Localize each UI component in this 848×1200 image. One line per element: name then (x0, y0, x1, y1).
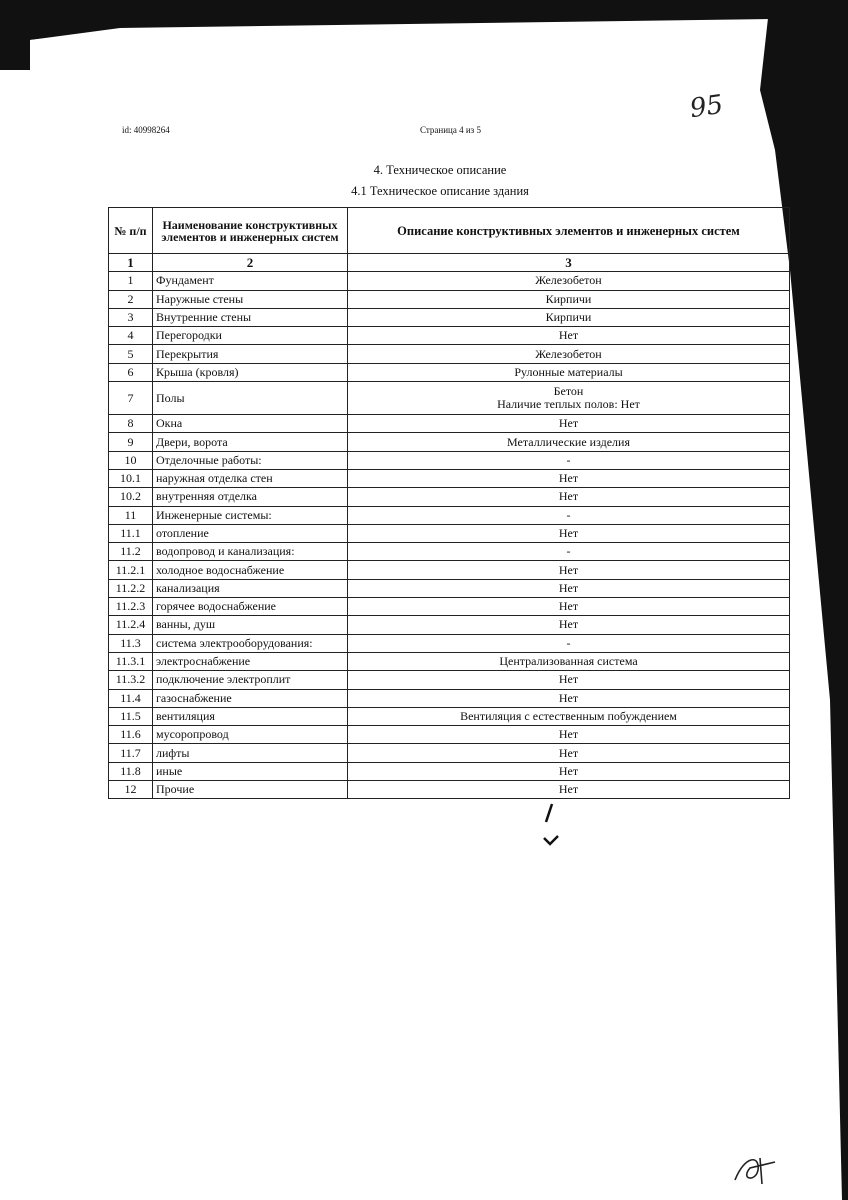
element-description: Нет (348, 616, 790, 634)
element-name: Наружные стены (153, 290, 348, 308)
row-number: 11.3.1 (109, 652, 153, 670)
table-row (109, 579, 790, 597)
row-number: 4 (109, 327, 153, 345)
element-description: Нет (348, 579, 790, 597)
row-number: 11.1 (109, 524, 153, 542)
table-row (109, 524, 790, 542)
element-description: Нет (348, 327, 790, 345)
column-header-number: № п/п (109, 208, 153, 254)
row-number: 11.2.1 (109, 561, 153, 579)
index-cell: 2 (153, 254, 348, 272)
element-name: газоснабжение (153, 689, 348, 707)
table-row (109, 689, 790, 707)
element-name: Отделочные работы: (153, 451, 348, 469)
element-description: Вентиляция с естественным побуждением (348, 707, 790, 725)
row-number: 10.2 (109, 488, 153, 506)
element-name: внутренняя отделка (153, 488, 348, 506)
element-name: Перекрытия (153, 345, 348, 363)
element-name: Окна (153, 415, 348, 433)
table-row (109, 744, 790, 762)
element-description: Нет (348, 524, 790, 542)
table-row (109, 781, 790, 799)
table-row (109, 382, 790, 415)
element-description: Железобетон (348, 345, 790, 363)
table-row (109, 433, 790, 451)
table-row (109, 707, 790, 725)
table-row (109, 506, 790, 524)
table-row (109, 561, 790, 579)
table-row (109, 469, 790, 487)
row-number: 3 (109, 308, 153, 326)
element-name: Инженерные системы: (153, 506, 348, 524)
element-description: Нет (348, 689, 790, 707)
element-name: Перегородки (153, 327, 348, 345)
row-number: 7 (109, 382, 153, 415)
page-number: Страница 4 из 5 (420, 125, 481, 135)
element-name: Прочие (153, 781, 348, 799)
description-line: Наличие теплых полов: Нет (497, 397, 640, 412)
element-description: Кирпичи (348, 308, 790, 326)
table-row (109, 308, 790, 326)
element-name: Двери, ворота (153, 433, 348, 451)
element-name: Внутренние стены (153, 308, 348, 326)
table-row (109, 726, 790, 744)
table-row (109, 272, 790, 290)
element-description: Нет (348, 469, 790, 487)
element-description: Нет (348, 762, 790, 780)
row-number: 11.7 (109, 744, 153, 762)
element-name: канализация (153, 579, 348, 597)
row-number: 11.3 (109, 634, 153, 652)
element-description: Рулонные материалы (348, 363, 790, 381)
row-number: 11.5 (109, 707, 153, 725)
element-name: горячее водоснабжение (153, 598, 348, 616)
row-number: 11.4 (109, 689, 153, 707)
element-name: холодное водоснабжение (153, 561, 348, 579)
table-header-row (109, 208, 790, 254)
element-description: - (348, 634, 790, 652)
element-name: наружная отделка стен (153, 469, 348, 487)
element-name: Полы (153, 382, 348, 415)
table-row (109, 327, 790, 345)
element-name: мусоропровод (153, 726, 348, 744)
table-row (109, 345, 790, 363)
table-row (109, 762, 790, 780)
index-cell: 3 (348, 254, 790, 272)
element-name: Крыша (кровля) (153, 363, 348, 381)
element-description: - (348, 543, 790, 561)
row-number: 11 (109, 506, 153, 524)
column-header-description: Описание конструктивных элементов и инженерных систем (348, 208, 790, 254)
row-number: 11.2 (109, 543, 153, 561)
element-name: подключение электроплит (153, 671, 348, 689)
element-description: Нет (348, 744, 790, 762)
subsection-title: 4.1 Техническое описание здания (351, 184, 529, 198)
row-number: 11.8 (109, 762, 153, 780)
element-description: Нет (348, 415, 790, 433)
element-name: водопровод и канализация: (153, 543, 348, 561)
row-number: 1 (109, 272, 153, 290)
element-description: Нет (348, 671, 790, 689)
row-number: 11.6 (109, 726, 153, 744)
table-row (109, 488, 790, 506)
row-number: 11.2.2 (109, 579, 153, 597)
element-name: отопление (153, 524, 348, 542)
element-description: Кирпичи (348, 290, 790, 308)
row-number: 6 (109, 363, 153, 381)
row-number: 5 (109, 345, 153, 363)
table-row (109, 671, 790, 689)
scan-specks (530, 800, 570, 850)
element-name: лифты (153, 744, 348, 762)
row-number: 9 (109, 433, 153, 451)
table-row (109, 451, 790, 469)
table-row (109, 543, 790, 561)
row-number: 10 (109, 451, 153, 469)
handwritten-page-number: 95 (688, 89, 726, 125)
table-row (109, 634, 790, 652)
element-name: электроснабжение (153, 652, 348, 670)
column-index-row (109, 254, 790, 272)
element-name: ванны, душ (153, 616, 348, 634)
element-description: Нет (348, 726, 790, 744)
table-row (109, 415, 790, 433)
element-name: Фундамент (153, 272, 348, 290)
table-row (109, 363, 790, 381)
table-row (109, 290, 790, 308)
element-description: Нет (348, 561, 790, 579)
element-name: вентиляция (153, 707, 348, 725)
element-description: Железобетон (348, 272, 790, 290)
table-row (109, 652, 790, 670)
element-description: Металлические изделия (348, 433, 790, 451)
element-description (348, 382, 790, 415)
row-number: 11.3.2 (109, 671, 153, 689)
element-name: иные (153, 762, 348, 780)
row-number: 11.2.4 (109, 616, 153, 634)
table-row (109, 616, 790, 634)
element-description: - (348, 451, 790, 469)
row-number: 12 (109, 781, 153, 799)
section-title: 4. Техническое описание (373, 163, 507, 177)
row-number: 11.2.3 (109, 598, 153, 616)
element-description: Нет (348, 598, 790, 616)
element-description: Нет (348, 781, 790, 799)
element-description: Централизованная система (348, 652, 790, 670)
element-name: система электрооборудования: (153, 634, 348, 652)
index-cell: 1 (109, 254, 153, 272)
table-row (109, 598, 790, 616)
element-description: Нет (348, 488, 790, 506)
scan-edge-top (0, 0, 848, 70)
signature-mark (730, 1150, 790, 1190)
document-id: id: 40998264 (122, 125, 170, 135)
column-header-name: Наименование конструктивных элементов и инженерных систем (153, 208, 348, 254)
row-number: 8 (109, 415, 153, 433)
element-description: - (348, 506, 790, 524)
row-number: 10.1 (109, 469, 153, 487)
technical-description-table (108, 207, 790, 799)
row-number: 2 (109, 290, 153, 308)
description-line: Бетон (553, 384, 584, 399)
